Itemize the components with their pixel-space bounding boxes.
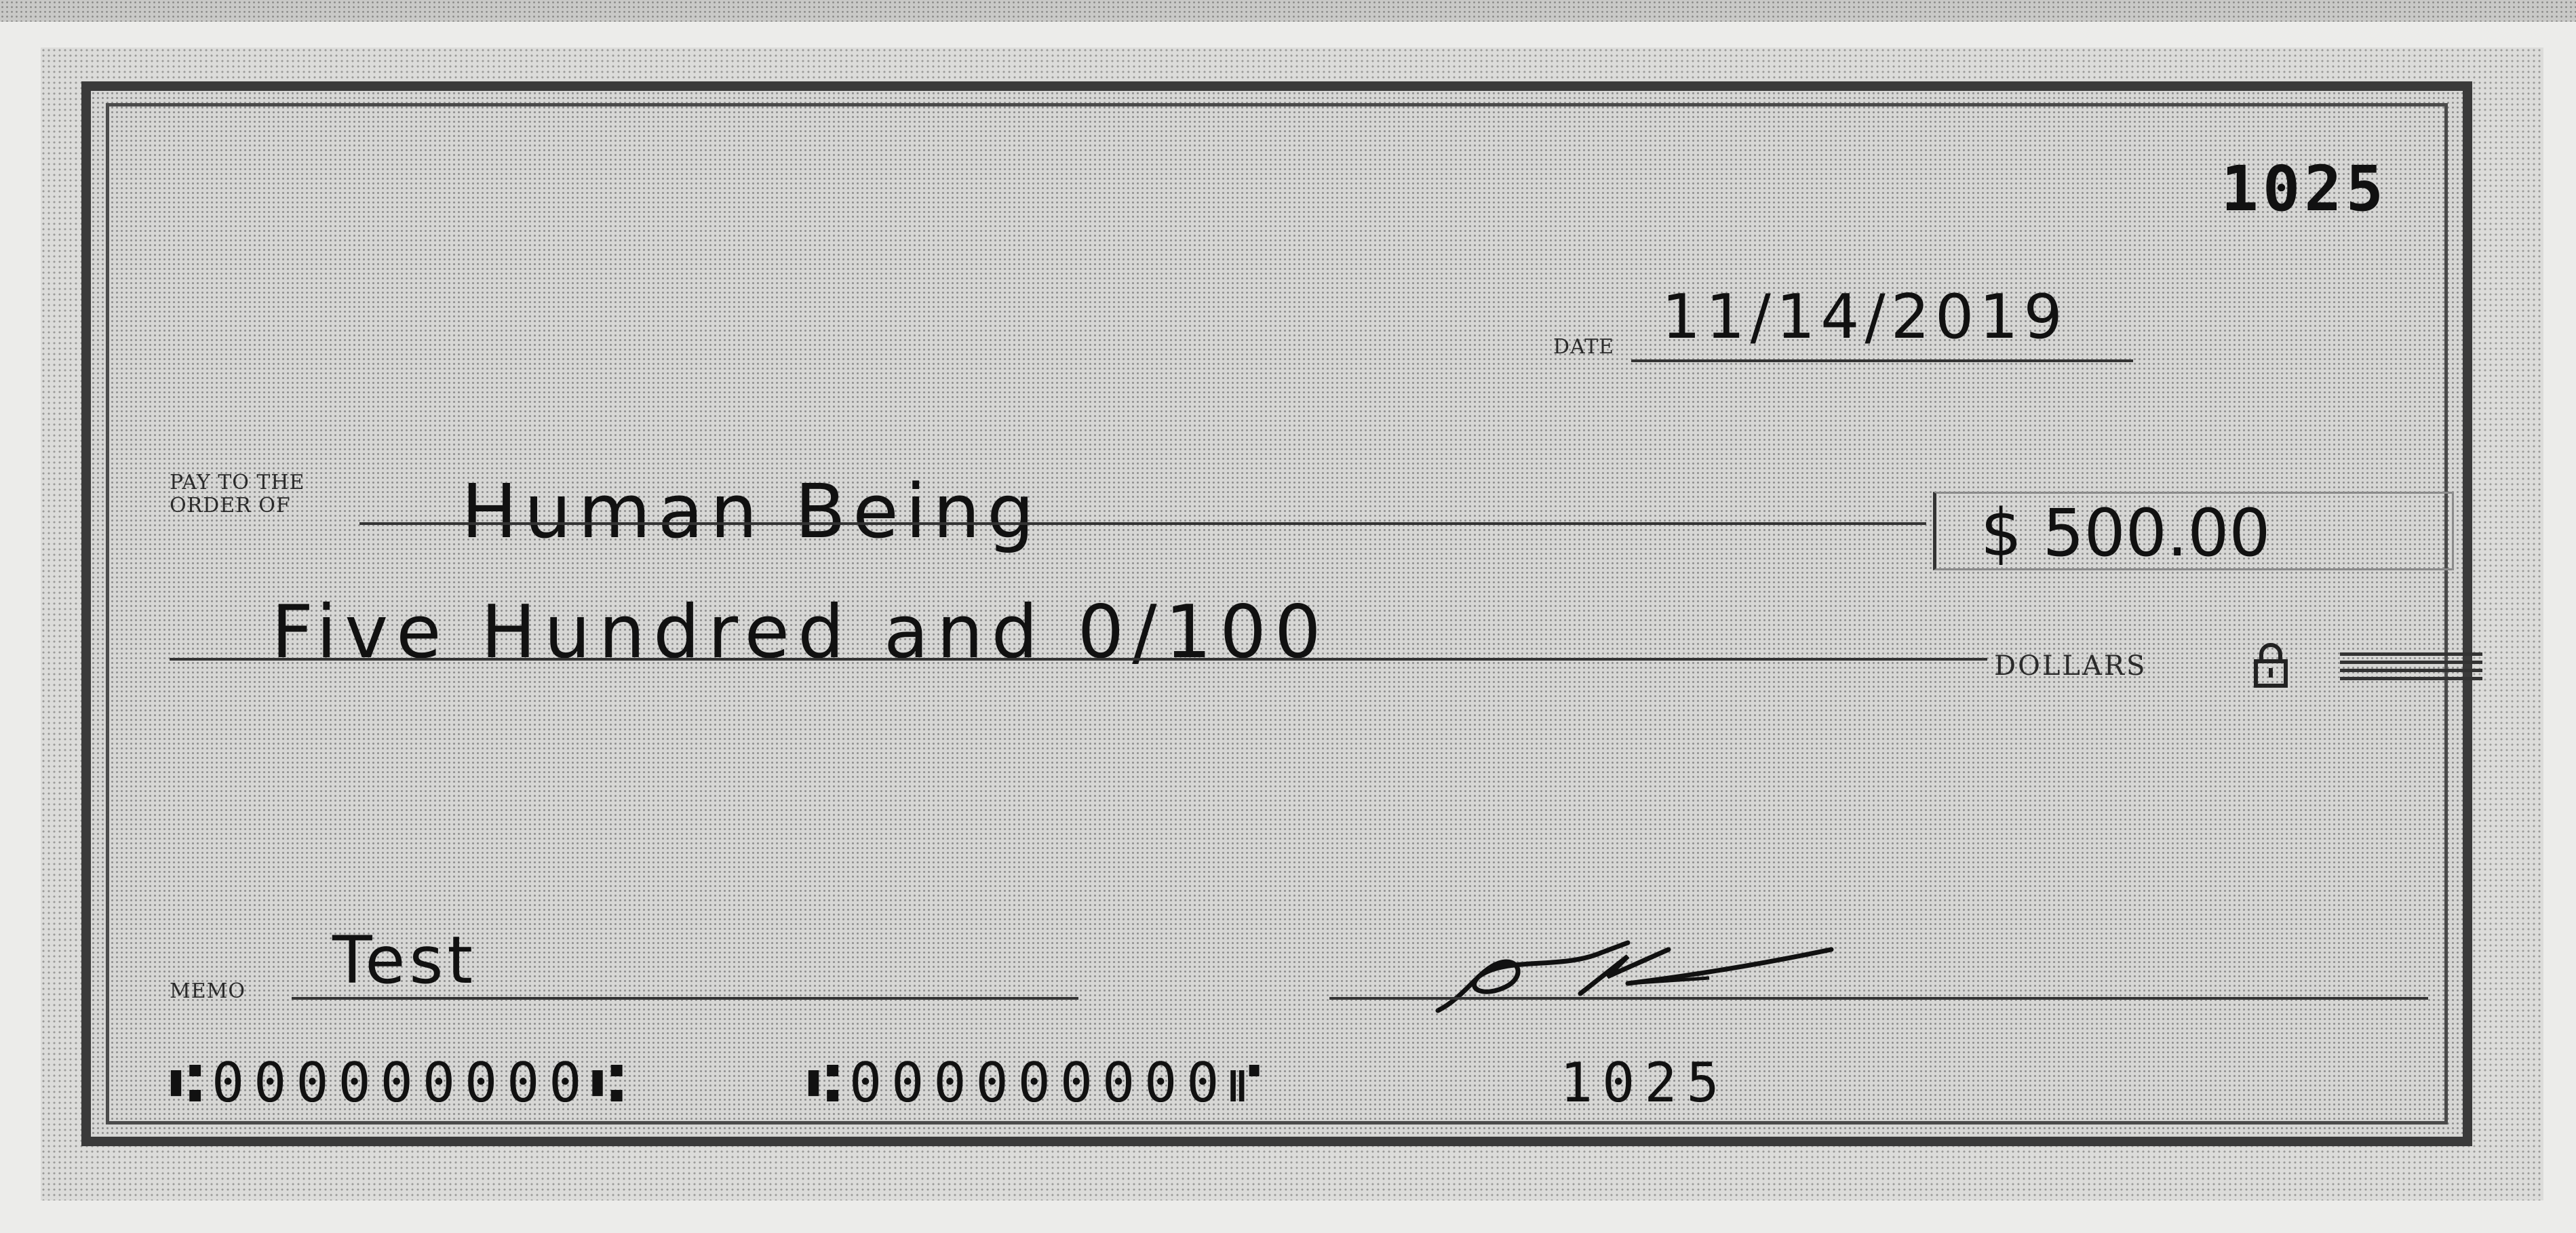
memo-label: MEMO bbox=[170, 979, 246, 1003]
signature bbox=[1424, 929, 1845, 1024]
amount-written: Five Hundred and 0/100 bbox=[271, 590, 1329, 675]
payee-line bbox=[359, 522, 1926, 525]
memo-value: Test bbox=[332, 922, 477, 998]
memo-line bbox=[292, 997, 1078, 1000]
micr-account: ⑆000000000⑈ bbox=[807, 1051, 1271, 1114]
amount-numeric: $ 500.00 bbox=[1980, 495, 2271, 571]
security-lines-icon bbox=[2340, 651, 2482, 685]
date-line bbox=[1631, 359, 2133, 362]
micr-routing: ⑆000000000⑆ bbox=[170, 1051, 633, 1114]
date-value: 11/14/2019 bbox=[1662, 281, 2068, 353]
payee-name: Human Being bbox=[461, 468, 1041, 555]
check bbox=[41, 47, 2543, 1200]
paper-edge bbox=[0, 0, 2576, 22]
pay-to-label: PAY TO THE ORDER OF bbox=[170, 471, 305, 517]
amount-written-line bbox=[170, 658, 1987, 661]
date-label: DATE bbox=[1553, 335, 1614, 359]
check-number: 1025 bbox=[2221, 153, 2387, 225]
dollars-label: DOLLARS bbox=[1994, 650, 2147, 682]
signature-line bbox=[1329, 997, 2428, 1000]
micr-check-number: 1025 bbox=[1560, 1051, 1729, 1114]
lock-icon bbox=[2252, 641, 2290, 688]
